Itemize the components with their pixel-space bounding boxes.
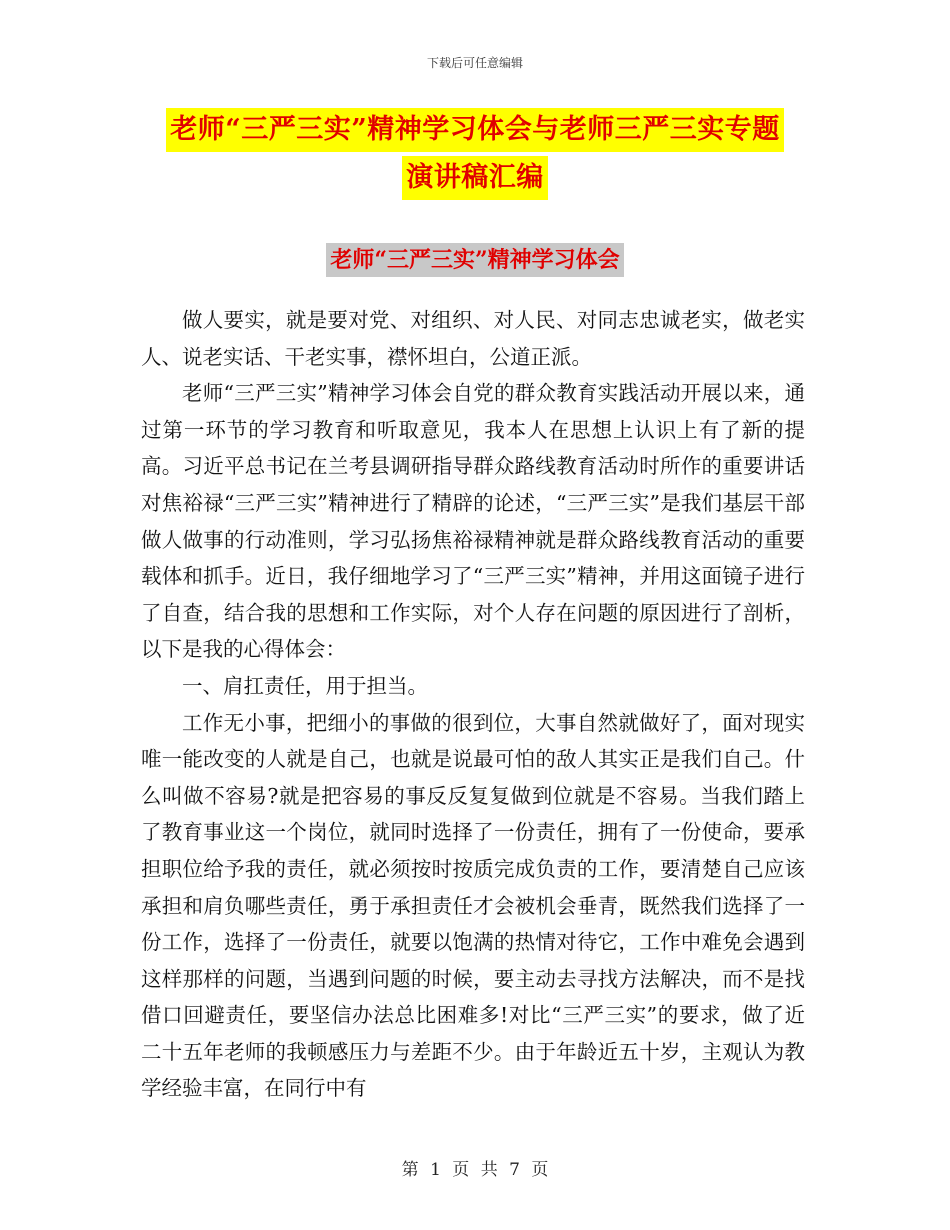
- document-title: [0, 108, 950, 200]
- section-heading: 老师“三严三实”精神学习体会: [326, 243, 623, 277]
- title-line-1: 老师“三严三实”精神学习体会与老师三严三实专题: [166, 108, 784, 152]
- paragraph: 一、肩扛责任，用于担当。: [182, 673, 428, 698]
- page-number: 第 1 页 共 7 页: [401, 1160, 549, 1180]
- section-heading-container: [0, 243, 950, 277]
- paragraph: 做人要实，就是要对党、对组织、对人民、对同志忠诚老实，做老实人、说老实话、干老实事，襟怀坦白，公道正派。: [141, 308, 805, 369]
- paragraph: 工作无小事，把细小的事做的很到位，大事自然就做好了，面对现实唯一能改变的人就是自己，也就是说最可怕的敌人其实正是我们自己。什么叫做不容易?就是把容易的事反反复复做到位就是不容易。当我们踏上了教育事业这一个岗位，就同时选择了一份责任，拥有了一份使命，要承担职位给予我的责任，就必须按时按质完成负责的工作，要清楚自己应该承担和肩负哪些责任，勇于承担责任才会被机会垂青，既然我们选择了一份工作，选择了一份责任，就要以饱满的热情对待它，工作中难免会遇到这样那样的问题，当遇到问题的时候，要主动去寻找方法解决，而不是找借口回避责任，要坚信办法总比困难多!对比“三严三实”的要求，做了近二十五年老师的我顿感压力与差距不少。由于年龄近五十岁，主观认为教学经验丰富，在同行中有: [141, 710, 805, 1101]
- title-line-2: 演讲稿汇编: [402, 156, 548, 200]
- body-text: [141, 302, 805, 1107]
- page-header-note: 下载后可任意编辑: [426, 56, 523, 70]
- paragraph: 老师“三严三实”精神学习体会自党的群众教育实践活动开展以来，通过第一环节的学习教育和听取意见，我本人在思想上认识上有了新的提高。习近平总书记在兰考县调研指导群众路线教育活动时所作的重要讲话对焦裕禄“三严三实”精神进行了精辟的论述，“三严三实”是我们基层干部做人做事的行动准则，学习弘扬焦裕禄精神就是群众路线教育活动的重要载体和抓手。近日，我仔细地学习了“三严三实”精神，并用这面镜子进行了自查，结合我的思想和工作实际，对个人存在问题的原因进行了剖析，以下是我的心得体会：: [141, 381, 805, 662]
